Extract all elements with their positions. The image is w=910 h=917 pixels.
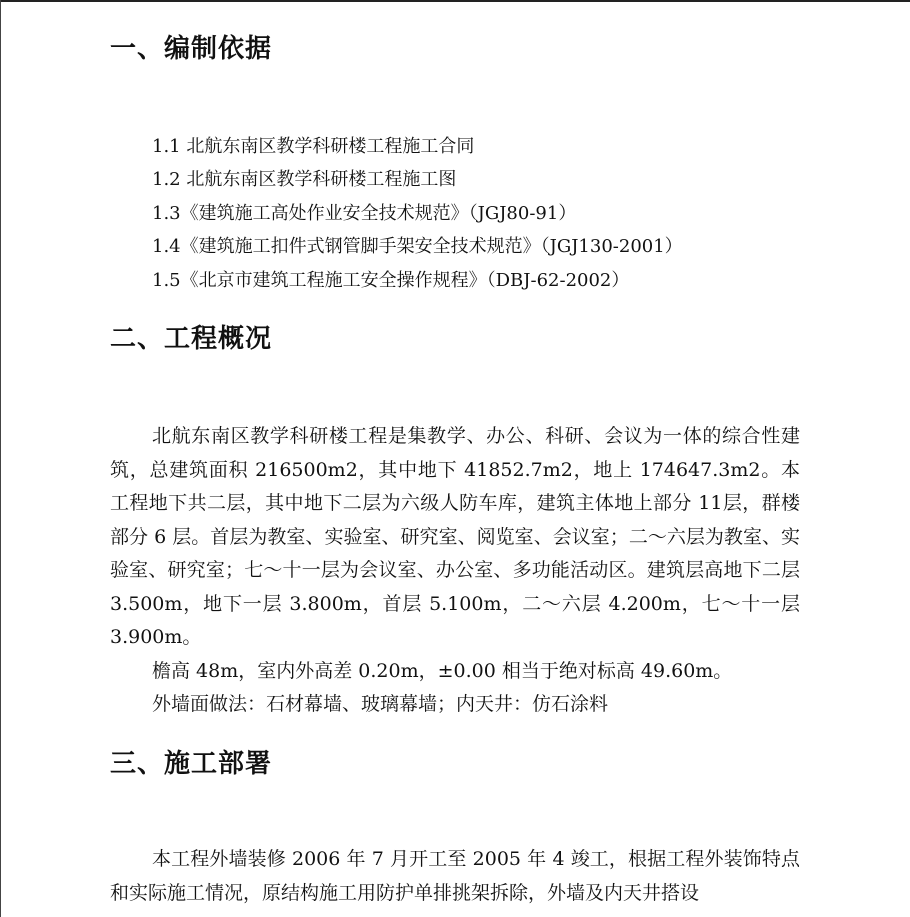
deployment-paragraph: 本工程外墙装修 2006 年 7 月开工至 2005 年 4 竣工，根据工程外装饰特点和实际施工情况，原结构施工用防护单排挑架拆除，外墙及内天井搭设	[110, 848, 800, 904]
section-heading-basis: 一、编制依据	[110, 34, 273, 64]
section-heading-deployment: 三、施工部署	[110, 749, 273, 779]
reference-item: 1.5《北京市建筑工程施工安全操作规程》（DBJ-62-2002）	[152, 270, 630, 291]
overview-line-facade: 外墙面做法：石材幕墙、玻璃幕墙；内天井：仿石涂料	[152, 693, 609, 715]
section-heading-overview: 二、工程概况	[110, 324, 273, 354]
reference-item: 1.1 北航东南区教学科研楼工程施工合同	[152, 136, 475, 157]
page-top-border	[0, 0, 910, 2]
reference-item: 1.2 北航东南区教学科研楼工程施工图	[152, 169, 457, 190]
overview-paragraph: 北航东南区教学科研楼工程是集教学、办公、科研、会议为一体的综合性建筑，总建筑面积 216500m2，其中地下 41852.7m2，地上 174647.3m2。本工程地下共二层，其中地下二层为六级人防车库，建筑主体地上部分 11层，群楼部分 6 层。首层为教室、实验室、研究室、阅览室、会议室；二～六层为教室、实验室、研究室；七～十一层为会议室、办公室、多功能活动区。建筑层高地下二层 3.500m，地下一层 3.800m，首层 5.100m，二～六层 4.200m，七～十一层 3.900m。	[110, 425, 800, 648]
reference-item: 1.4《建筑施工扣件式钢管脚手架安全技术规范》（JGJ130-2001）	[152, 236, 683, 257]
overview-line-height: 檐高 48m，室内外高差 0.20m，±0.00 相当于绝对标高 49.60m。	[152, 660, 733, 682]
page-left-border	[0, 0, 1, 917]
reference-item: 1.3《建筑施工高处作业安全技术规范》（JGJ80-91）	[152, 203, 577, 224]
